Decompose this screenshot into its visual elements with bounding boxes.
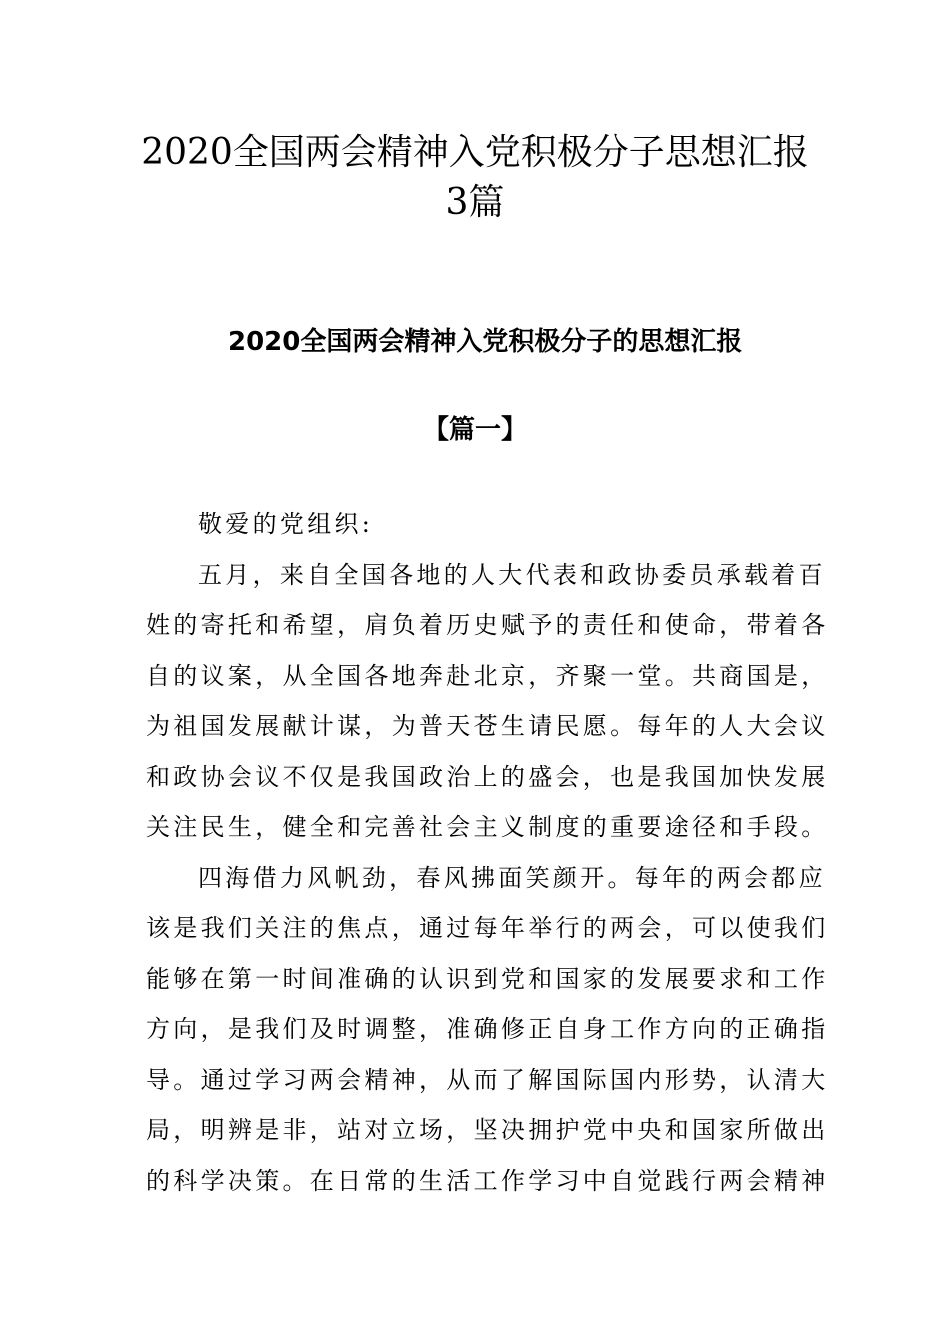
document-title-line-1: 2020全国两会精神入党积极分子思想汇报 <box>141 132 809 173</box>
document-title-line-2: 3篇 <box>445 182 505 223</box>
paragraph-2 <box>146 853 829 1207</box>
paragraph-line: 自的议案，从全国各地奔赴北京，齐聚一堂。共商国是， <box>146 661 829 690</box>
section-heading: 【篇一】 <box>422 415 527 445</box>
document-subtitle: 2020全国两会精神入党积极分子的思想汇报 <box>228 327 743 357</box>
paragraph-line: 局，明辨是非，站对立场，坚决拥护党中央和国家所做出 <box>146 1116 829 1144</box>
document-body <box>146 499 829 1206</box>
document-title <box>0 128 950 228</box>
paragraph-line: 四海借力风帆劲，春风拂面笑颜开。每年的两会都应 <box>198 863 826 892</box>
paragraph-line: 为祖国发展献计谋，为普天苍生请民愿。每年的人大会议 <box>146 712 829 740</box>
paragraph-line: 关注民生，健全和完善社会主义制度的重要途径和手段。 <box>146 813 829 841</box>
paragraph-line: 导。通过学习两会精神，从而了解国际国内形势，认清大 <box>146 1065 829 1094</box>
paragraph-line: 姓的寄托和希望，肩负着历史赋予的责任和使命，带着各 <box>146 611 829 639</box>
salutation: 敬爱的党组织: <box>198 510 374 538</box>
paragraph-line: 和政协会议不仅是我国政治上的盛会，也是我国加快发展 <box>146 762 829 791</box>
paragraph-line: 方向，是我们及时调整，准确修正自身工作方向的正确指 <box>146 1015 829 1043</box>
paragraph-line: 的科学决策。在日常的生活工作学习中自觉践行两会精神 <box>146 1166 829 1195</box>
paragraph-1 <box>146 550 829 853</box>
paragraph-line: 该是我们关注的焦点，通过每年举行的两会，可以使我们 <box>146 914 829 942</box>
paragraph-line: 能够在第一时间准确的认识到党和国家的发展要求和工作 <box>146 964 829 993</box>
paragraph-line: 五月，来自全国各地的人大代表和政协委员承载着百 <box>198 560 826 589</box>
